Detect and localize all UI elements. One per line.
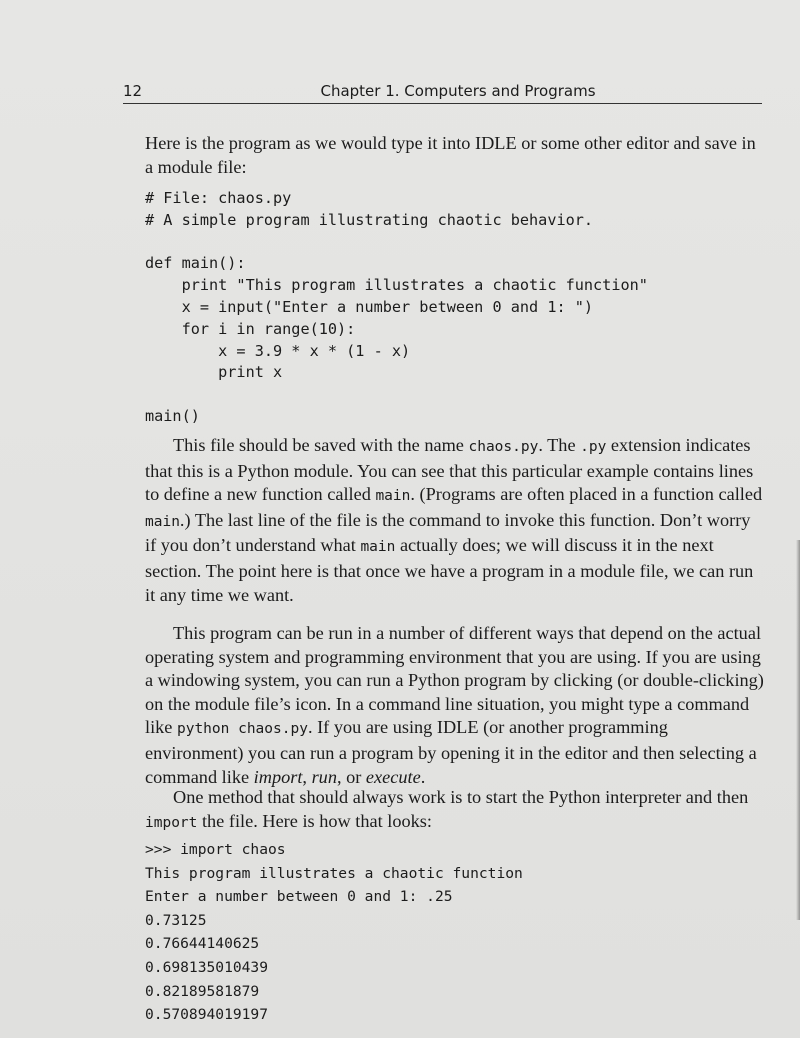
inline-code: import — [145, 814, 198, 831]
page-number: 12 — [123, 82, 143, 100]
code-line — [145, 232, 648, 254]
code-line: # A simple program illustrating chaotic behavior. — [145, 210, 594, 229]
inline-code: python chaos.py — [176, 721, 308, 738]
inline-code: main — [360, 539, 396, 556]
program-listing — [145, 188, 648, 428]
session-line: 0.82189581879 — [145, 982, 260, 1000]
text-run: .) The last line of the file is the command to invoke this function. Don’t worry if you don’t understand what — [145, 509, 751, 556]
session-line: Enter a number between 0 and 1: .25 — [145, 888, 453, 906]
text-run: One method that should always work is to start the Python interpreter and then — [173, 787, 749, 807]
code-line: main() — [145, 406, 200, 425]
text-run: extension indicates that this is a Python module. You can see that this particular example contains lines to define a new function called — [145, 435, 754, 505]
emphasis: import — [253, 766, 303, 787]
run-methods-paragraph — [145, 622, 765, 789]
text-run: , — [302, 766, 312, 787]
emphasis: execute — [365, 766, 421, 787]
inline-code: main — [145, 513, 180, 530]
session-line: 0.76644140625 — [145, 935, 260, 953]
intro-paragraph: Here is the program as we would type it into IDLE or some other editor and save in a module file: — [145, 133, 756, 177]
session-line: 0.570894019197 — [145, 1006, 269, 1024]
chapter-title: Chapter 1. Computers and Programs — [320, 82, 596, 100]
interpreter-session — [145, 838, 523, 1027]
session-line: >>> import chaos — [145, 841, 286, 858]
inline-code: main — [375, 488, 411, 505]
running-header — [123, 82, 763, 104]
text-run: . (Programs are often placed in a function called — [410, 484, 763, 505]
emphasis: run — [311, 766, 337, 787]
code-line: def main(): — [145, 254, 246, 273]
code-line: for i in range(10): — [145, 319, 356, 338]
code-line: print x — [145, 363, 283, 382]
page-edge-shadow — [796, 540, 800, 920]
code-line: x = input("Enter a number between 0 and 1: ") — [145, 297, 594, 316]
text-run: . The — [538, 435, 581, 455]
session-line: 0.73125 — [145, 911, 207, 929]
text-run: the file. Here is how that looks: — [197, 810, 432, 831]
inline-code: .py — [580, 439, 607, 455]
code-line — [145, 384, 648, 406]
code-line: print "This program illustrates a chaotic function" — [145, 276, 648, 295]
text-run: This program can be run in a number of different ways that depend on the actual operating system and programming environment that you are using. If you are using a windowing system, you can run a Python program by clicking (or double-clicking) on the module file’s icon. In a command line situation, you might type a command like — [145, 623, 764, 738]
session-line: 0.698135010439 — [145, 958, 269, 976]
explanation-paragraph — [145, 434, 765, 607]
text-run: . — [420, 766, 426, 787]
code-line: x = 3.9 * x * (1 - x) — [145, 341, 411, 360]
inline-code: chaos.py — [468, 439, 539, 455]
text-run: This file should be saved with the name — [173, 435, 469, 455]
header-rule — [123, 103, 762, 104]
session-line: This program illustrates a chaotic function — [145, 864, 523, 882]
text-run: . If you are using IDLE (or another programming environment) you can run a program by opening it in the editor and then selecting a command like — [145, 717, 757, 787]
text-run: actually does; we will discuss it in the next section. The point here is that once we have a program in a module file, we can run it any time we want. — [145, 535, 754, 605]
import-paragraph — [145, 786, 765, 835]
text-run: , or — [336, 766, 366, 787]
code-line: # File: chaos.py — [145, 189, 292, 207]
